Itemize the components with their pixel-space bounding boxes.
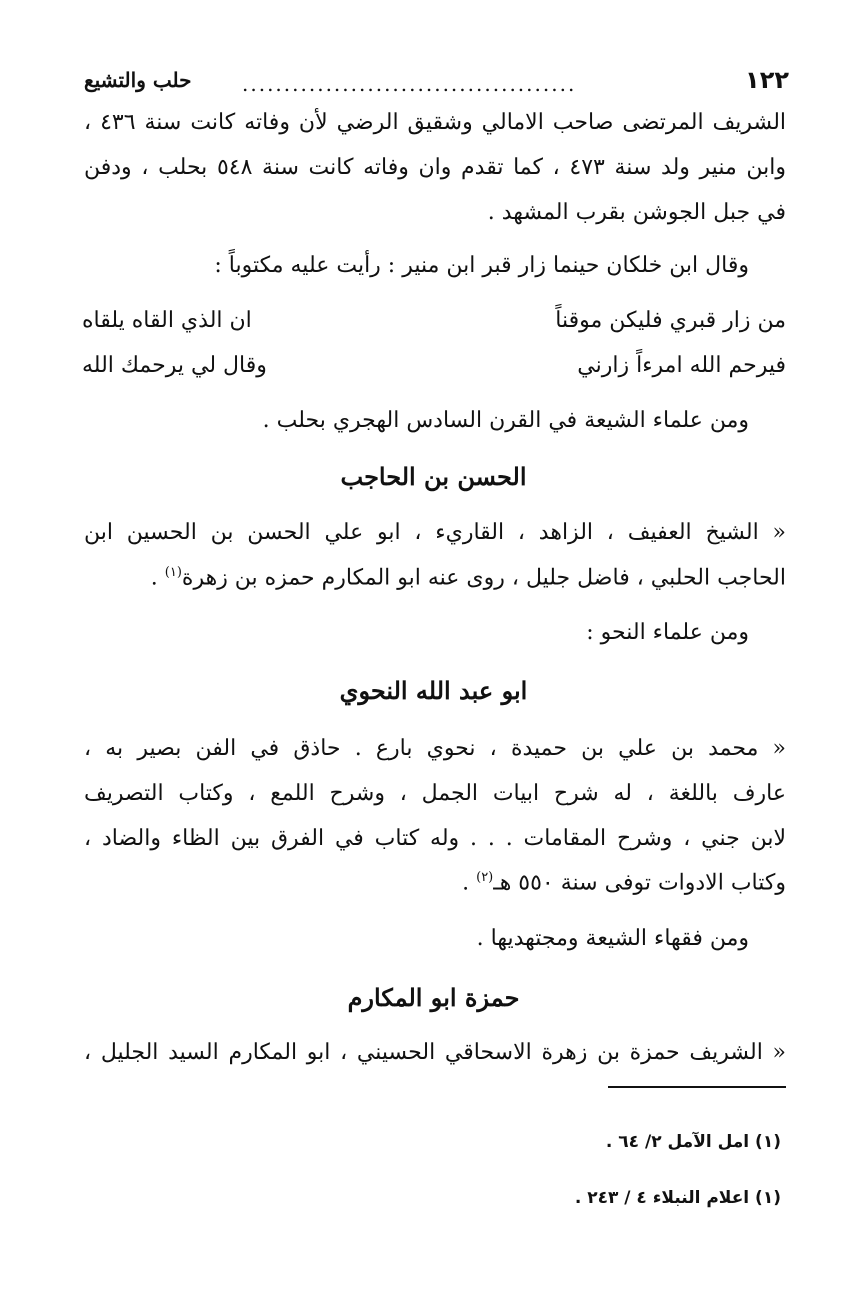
- text-line-with-footnote: [151, 565, 786, 590]
- section-intro: ومن فقهاء الشيعة ومجتهديها .: [476, 926, 749, 951]
- footnote-ref: (١): [164, 565, 182, 580]
- text-line: « الشيخ العفيف ، الزاهد ، القاريء ، ابو علي الحسن بن الحسين ابن: [84, 520, 786, 545]
- line-end: .: [462, 870, 477, 896]
- text-line: وكتاب الادوات توفى سنة ٥٥٠ هـ: [493, 870, 786, 896]
- verse-hemistich-right: من زار قبري فليكن موقناً: [555, 308, 786, 333]
- text-line: « الشريف حمزة بن زهرة الاسحاقي الحسيني ، ابو المكارم السيد الجليل ،: [84, 1040, 786, 1065]
- text-line: الشريف المرتضى صاحب الامالي وشقيق الرضي لأن وفاته كانت سنة ٤٣٦ ،: [84, 110, 787, 135]
- poem-intro: وقال ابن خلكان حينما زار قبر ابن منير : رأيت عليه مكتوباً :: [214, 253, 749, 278]
- section-heading: حمزة ابو المكارم: [347, 983, 520, 1012]
- section-heading: ابو عبد الله النحوي: [339, 676, 528, 705]
- verse-hemistich-left: ان الذي القاه يلقاه: [82, 308, 252, 333]
- text-line: « محمد بن علي بن حميدة ، نحوي بارع . حاذق في الفن بصير به ،: [84, 736, 786, 761]
- section-intro: ومن علماء النحو :: [586, 620, 749, 645]
- text-line: في جبل الجوشن بقرب المشهد .: [487, 200, 786, 225]
- footnote: (١) امل الآمل ٢/ ٦٤ .: [605, 1132, 781, 1152]
- text-line: وابن منير ولد سنة ٤٧٣ ، كما تقدم وان وفاته كانت سنة ٥٤٨ بحلب ، ودفن: [84, 155, 786, 180]
- footnote-ref: (٢): [476, 870, 494, 885]
- running-title: حلب والتشيع: [84, 68, 192, 92]
- verse-hemistich-left: وقال لي يرحمك الله: [82, 353, 267, 378]
- header-leader-dots: ........................................: [242, 72, 577, 96]
- text-line: الحاجب الحلبي ، فاضل جليل ، روى عنه ابو المكارم حمزه بن زهرة: [181, 565, 786, 591]
- text-line-with-footnote: [462, 870, 786, 895]
- section-heading: الحسن بن الحاجب: [340, 462, 527, 491]
- poem-verse-2: [82, 353, 786, 378]
- text-line: لابن جني ، وشرح المقامات . . . وله كتاب في الفرق بين الظاء والضاد ،: [84, 826, 786, 851]
- footnote: (١) اعلام النبلاء ٤ / ٢٤٣ .: [574, 1188, 781, 1208]
- footnote-separator: [608, 1086, 786, 1088]
- verse-hemistich-right: فيرحم الله امرءاً زارني: [577, 353, 786, 378]
- poem-verse-1: [82, 308, 786, 333]
- text-line: عارف باللغة ، له شرح ابيات الجمل ، وشرح اللمع ، وكتاب التصريف: [84, 781, 786, 806]
- section-intro: ومن علماء الشيعة في القرن السادس الهجري بحلب .: [262, 408, 749, 433]
- page-number: ١٢٢: [745, 66, 789, 94]
- line-end: .: [150, 565, 165, 591]
